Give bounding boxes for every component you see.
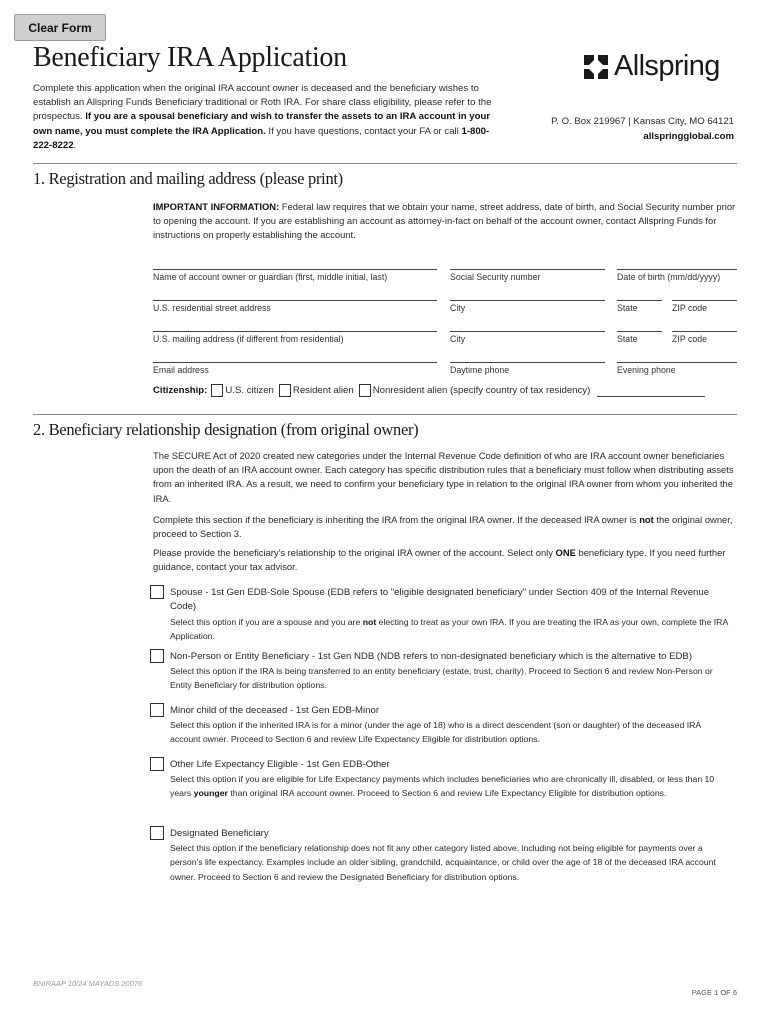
logo bbox=[584, 50, 720, 83]
mailing-city-label: City bbox=[450, 334, 466, 344]
page-number: PAGE 1 OF 6 bbox=[691, 988, 737, 997]
desc-text: Select this option if you are eligible for Life Expectancy payments which includes beneficiaries who are chronically ill, disabled, or less than 10 years bbox=[170, 774, 715, 799]
state-label: State bbox=[617, 303, 638, 313]
nonresident-alien-label: Nonresident alien (specify country of tax residency) bbox=[372, 384, 591, 396]
designated-beneficiary-description: Select this option if the beneficiary relationship does not fit any other category listed above, including not being eligible for payments over a person's life expectancy. Examples include an older sibling, grandchild, acquaintance, or child over the age of 18 of the deceased IRA account owner. Proceed to Section 6 and review the Designated Beneficiary for distribution options. bbox=[170, 843, 716, 882]
street-address-label: U.S. residential street address bbox=[153, 303, 271, 313]
designated-beneficiary-checkbox[interactable] bbox=[150, 826, 164, 840]
daytime-phone-field[interactable] bbox=[450, 362, 605, 363]
allspring-logo-icon bbox=[584, 55, 608, 79]
resident-alien-checkbox[interactable] bbox=[279, 384, 291, 397]
zip-field[interactable] bbox=[672, 300, 737, 301]
form-code: BNIRAAP 10/24 MAYADS 20076 bbox=[33, 979, 143, 988]
non-person-description: Select this option if the IRA is being transferred to an entity beneficiary (estate, trust, charity). Proceed to Section 6 and review Non-Person or Entity Beneficiary for distribution options. bbox=[170, 666, 713, 691]
po-box-address: P. O. Box 219967 | Kansas City, MO 64121 bbox=[551, 116, 734, 127]
intro-text: Complete this application when the original IRA account owner is deceased and the beneficiary wishes to establish an Allspring Funds Beneficiary traditional or Roth IRA. For share class eligibility, please refer to the prospectus. bbox=[33, 83, 492, 123]
us-citizen-label: U.S. citizen bbox=[225, 384, 274, 396]
street-address-field[interactable] bbox=[153, 300, 437, 301]
dob-field[interactable] bbox=[617, 269, 737, 270]
name-field[interactable] bbox=[153, 269, 437, 270]
resident-alien-label: Resident alien bbox=[292, 384, 354, 396]
website-link[interactable]: allspringglobal.com bbox=[643, 131, 734, 142]
desc-text: Select this option if you are a spouse and you are bbox=[170, 617, 363, 627]
divider bbox=[33, 163, 737, 164]
intro-paragraph bbox=[33, 82, 503, 153]
phone-number: 1-800-222-8222 bbox=[33, 125, 490, 151]
mailing-city-field[interactable] bbox=[450, 331, 605, 332]
section-2-instructions bbox=[153, 513, 737, 541]
logo-wordmark: Allspring bbox=[614, 50, 720, 82]
select-one-instructions bbox=[153, 546, 737, 574]
select-text-end: beneficiary type. If you need further guidance, contact your tax advisor. bbox=[153, 547, 726, 573]
instructions-text-end: the original owner, proceed to Section 3. bbox=[153, 514, 733, 540]
select-one-emphasis: ONE bbox=[555, 547, 576, 558]
desc-text-end: than original IRA account owner. Proceed to Section 6 and review Life Expectancy Eligible for distribution options. bbox=[227, 788, 667, 799]
desc-emphasis: not bbox=[362, 617, 377, 627]
non-person-checkbox[interactable] bbox=[150, 649, 164, 663]
citizenship-row bbox=[153, 383, 705, 397]
section-2-title: 2. Beneficiary relationship designation (from original owner) bbox=[33, 420, 419, 439]
spouse-description bbox=[170, 615, 730, 644]
us-citizen-checkbox[interactable] bbox=[211, 384, 223, 397]
minor-child-description: Select this option if the inherited IRA is for a minor (under the age of 18) who is a direct descendent (son or daughter) of the deceased IRA account owner. Proceed to Section 6 and review Life Expectancy Eligible for distribution options. bbox=[170, 720, 701, 745]
important-information bbox=[153, 200, 737, 243]
tax-residency-country-field[interactable] bbox=[597, 396, 705, 397]
important-label: IMPORTANT INFORMATION: bbox=[153, 201, 280, 212]
non-person-title: Non-Person or Entity Beneficiary - 1st Gen NDB (NDB refers to non-designated beneficiary which is the alternative to EDB) bbox=[170, 651, 693, 662]
mailing-zip-label: ZIP code bbox=[672, 334, 708, 344]
instructions-text: Complete this section if the beneficiary is inheriting the IRA from the original IRA owner. If the deceased IRA owner is bbox=[153, 514, 640, 525]
mailing-address-field[interactable] bbox=[153, 331, 437, 332]
mailing-state-label: State bbox=[617, 334, 638, 344]
mailing-state-field[interactable] bbox=[617, 331, 662, 332]
clear-form-button[interactable]: Clear Form bbox=[14, 14, 106, 41]
name-label: Name of account owner or guardian (first, middle initial, last) bbox=[153, 272, 388, 282]
evening-phone-field[interactable] bbox=[617, 362, 737, 363]
dob-label: Date of birth (mm/dd/yyyy) bbox=[617, 272, 721, 282]
email-label: Email address bbox=[153, 365, 209, 375]
life-expectancy-checkbox[interactable] bbox=[150, 757, 164, 771]
city-field[interactable] bbox=[450, 300, 605, 301]
desc-emphasis: younger bbox=[193, 788, 228, 799]
intro-spousal-note: If you are a spousal beneficiary and wish to transfer the assets to an IRA account in your own name, you must complete the IRA Application. bbox=[33, 111, 491, 137]
evening-phone-label: Evening phone bbox=[617, 365, 676, 375]
mailing-zip-field[interactable] bbox=[672, 331, 737, 332]
desc-text-end: electing to treat as your own IRA. If you are treating the IRA as your own, complete the IRA Application. bbox=[170, 617, 728, 642]
state-field[interactable] bbox=[617, 300, 662, 301]
select-text: Please provide the beneficiary's relationship to the original IRA owner of the account. Select only bbox=[153, 547, 556, 558]
page-title: Beneficiary IRA Application bbox=[33, 42, 347, 73]
minor-child-checkbox[interactable] bbox=[150, 703, 164, 717]
important-text: Federal law requires that we obtain your name, street address, date of birth, and Social Security number prior to opening the account. If you are establishing an account as attorney-in-fact on behalf of the account owner, contact Allspring Funds for instructions on properly establishing the account. bbox=[153, 201, 736, 241]
mailing-address-label: U.S. mailing address (if different from residential) bbox=[153, 334, 344, 344]
city-label: City bbox=[450, 303, 466, 313]
ssn-label: Social Security number bbox=[450, 272, 541, 282]
spouse-checkbox[interactable] bbox=[150, 585, 164, 599]
intro-contact-text: If you have questions, contact your FA or call bbox=[265, 125, 462, 137]
divider bbox=[33, 414, 737, 415]
citizenship-label: Citizenship: bbox=[153, 384, 208, 396]
mailing-address-block bbox=[551, 114, 734, 144]
designated-beneficiary-title: Designated Beneficiary bbox=[170, 828, 269, 839]
zip-label: ZIP code bbox=[672, 303, 708, 313]
nonresident-alien-checkbox[interactable] bbox=[359, 384, 371, 397]
daytime-phone-label: Daytime phone bbox=[450, 365, 510, 375]
email-field[interactable] bbox=[153, 362, 437, 363]
spouse-title: Spouse - 1st Gen EDB-Sole Spouse (EDB refers to "eligible designated beneficiary" under Section 409 of the Internal Revenue Code) bbox=[170, 587, 710, 613]
life-expectancy-title: Other Life Expectancy Eligible - 1st Gen EDB-Other bbox=[170, 759, 390, 770]
ssn-field[interactable] bbox=[450, 269, 605, 270]
secure-act-paragraph: The SECURE Act of 2020 created new categories under the Internal Revenue Code definition of who are IRA account owner beneficiaries upon the death of an IRA account owner. Each category has specific distribution rules that a beneficiary must follow when distributing assets from an inherited IRA. As a result, we need to confirm your beneficiary type in relation to the original IRA owner from whom you inherited the IRA. bbox=[153, 450, 734, 504]
instructions-emphasis: not bbox=[639, 514, 654, 525]
life-expectancy-description bbox=[170, 772, 730, 801]
intro-end: . bbox=[73, 139, 77, 151]
section-1-title: 1. Registration and mailing address (please print) bbox=[33, 169, 343, 188]
minor-child-title: Minor child of the deceased - 1st Gen EDB-Minor bbox=[170, 705, 380, 716]
